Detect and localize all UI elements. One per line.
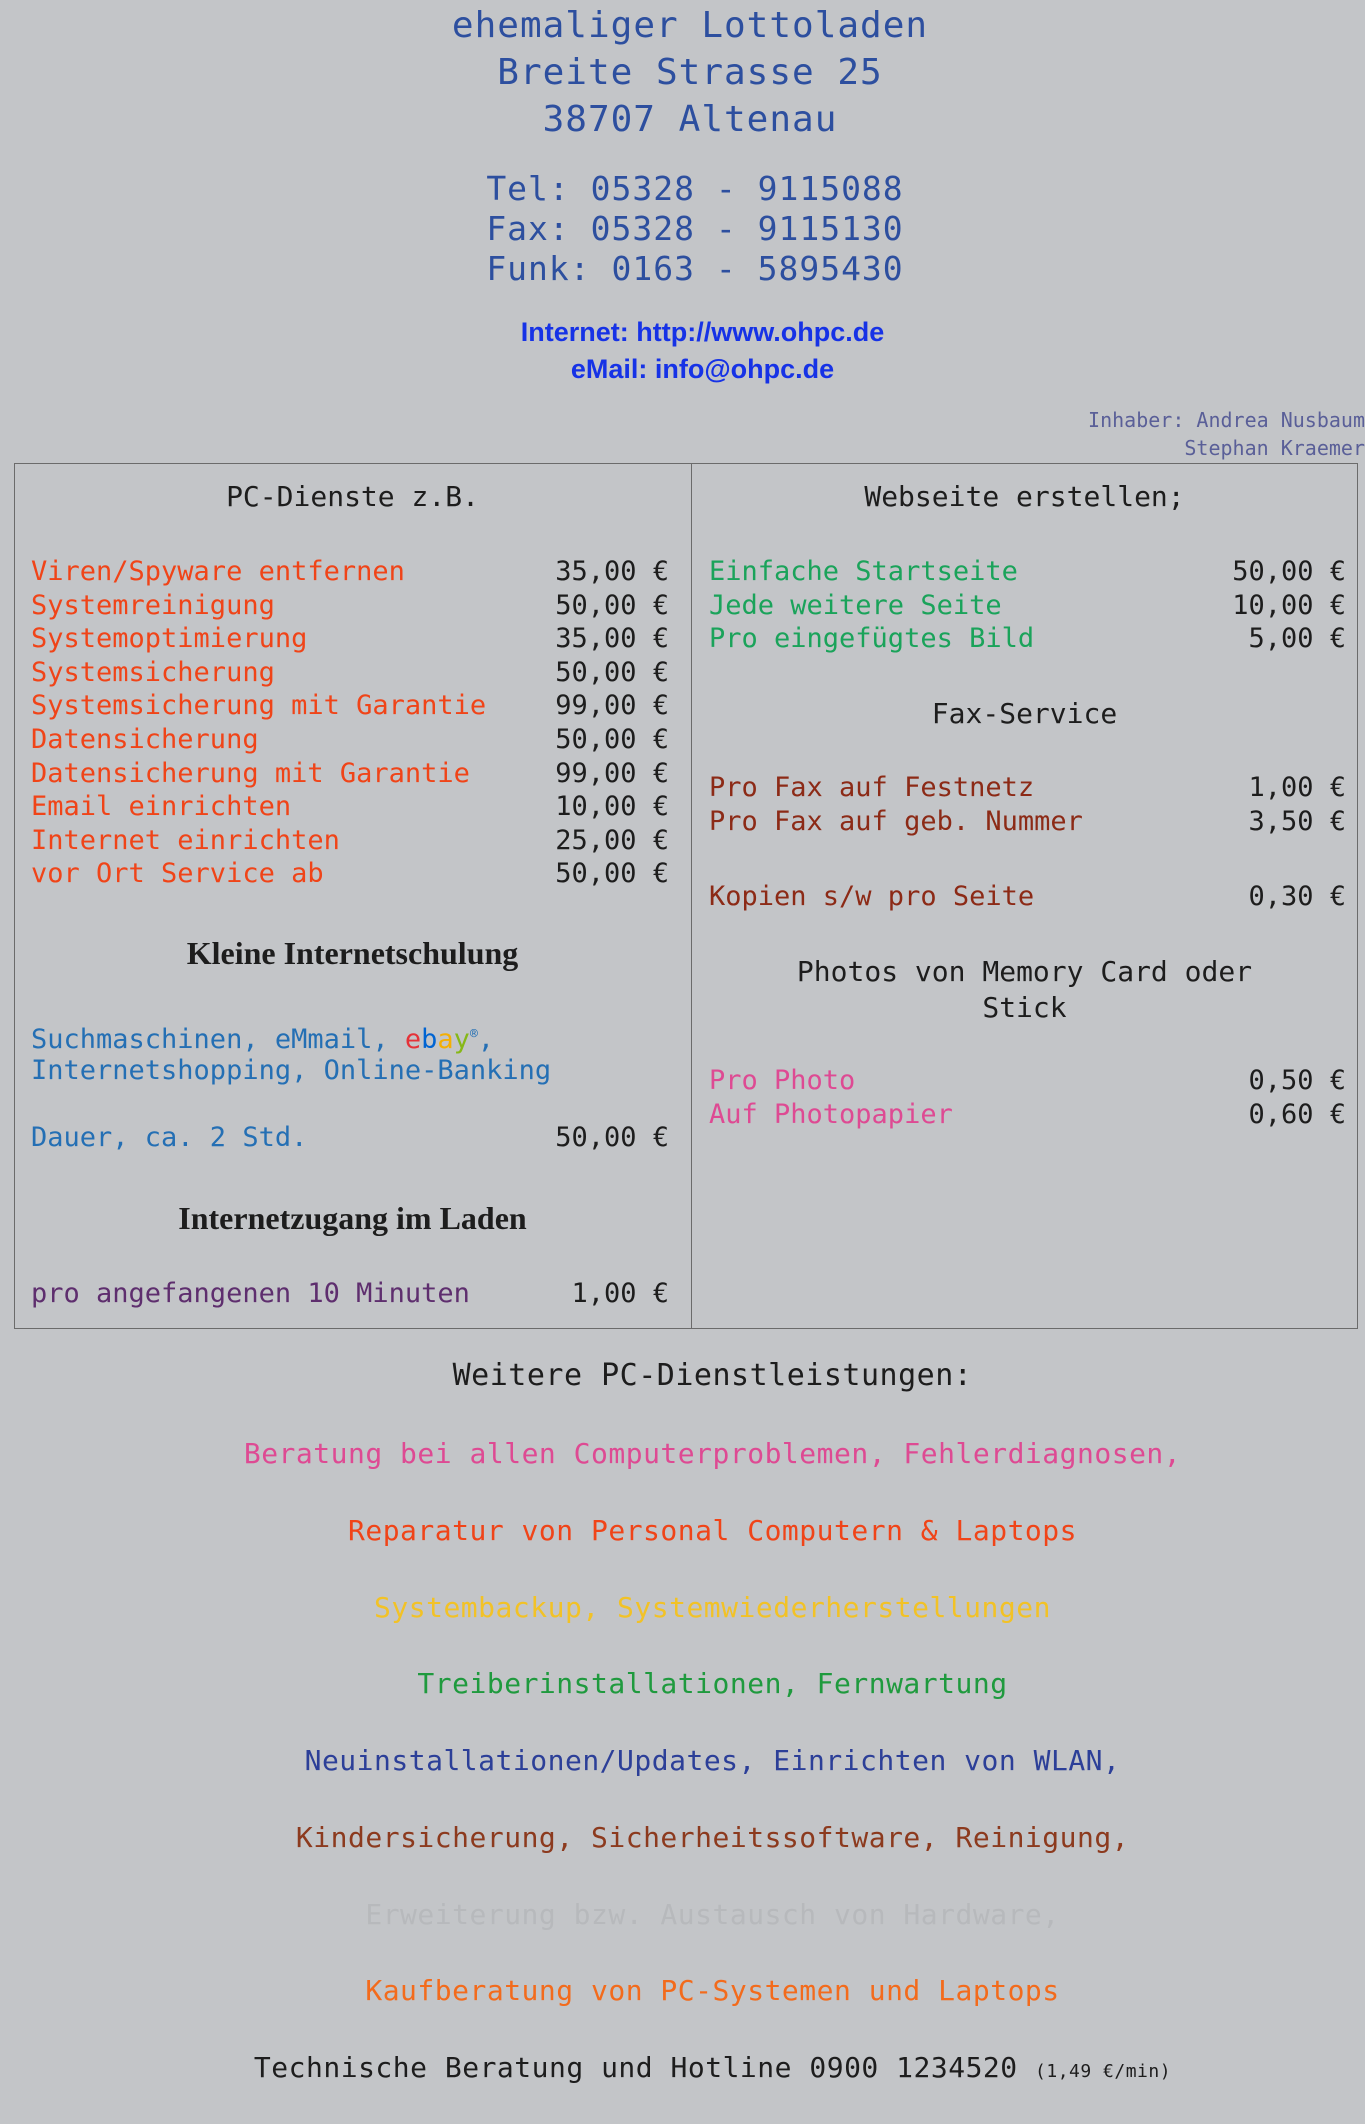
photo-item-name: Auf Photopapier <box>709 1098 953 1130</box>
photo-item-price: 0,50 € <box>1248 1065 1346 1096</box>
address-line: Breite Strasse 25 <box>497 52 883 93</box>
phone-line: Tel: 05328 - 9115088 <box>486 169 904 208</box>
access-rate-price: 1,00 € <box>571 1278 669 1309</box>
service-name: Datensicherung <box>31 724 259 755</box>
service-price: 25,00 € <box>555 824 669 856</box>
website-item-name: Jede weitere Seite <box>709 589 1002 621</box>
price-row <box>709 589 1346 623</box>
hotline-rate: (1,49 €/min) <box>1035 2061 1172 2082</box>
address-line: ehemaliger Lottoladen <box>451 5 929 46</box>
service-name: Email einrichten <box>31 791 292 823</box>
price-row <box>709 880 1346 914</box>
price-row <box>31 689 669 723</box>
service-line: Systembackup, Systemwiederherstellungen <box>374 1591 1051 1624</box>
price-row <box>31 555 669 589</box>
service-price: 50,00 € <box>555 589 669 621</box>
price-row <box>31 824 669 858</box>
price-row <box>709 622 1346 656</box>
service-name: Viren/Spyware entfernen <box>31 556 405 587</box>
service-line: Beratung bei allen Computerproblemen, Fehlerdiagnosen, <box>243 1437 1182 1470</box>
website-item-price: 10,00 € <box>1232 589 1346 621</box>
service-line: Treiberinstallationen, Fernwartung <box>417 1667 1008 1700</box>
service-name: Datensicherung mit Garantie <box>31 757 470 789</box>
price-row <box>709 771 1346 805</box>
hotline <box>0 2050 1365 2090</box>
website-link[interactable]: Internet: http://www.ohpc.de <box>520 317 885 347</box>
ebay-logo-e: e <box>404 1024 422 1055</box>
price-row <box>709 805 1346 839</box>
price-row <box>31 857 669 891</box>
price-row <box>31 1277 669 1311</box>
training-duration: Dauer, ca. 2 Std. <box>31 1122 308 1153</box>
service-price: 50,00 € <box>555 656 669 688</box>
price-row <box>31 622 669 656</box>
service-line: Reparatur von Personal Computern & Laptops <box>347 1514 1077 1547</box>
training-topics-comma: , <box>477 1024 495 1055</box>
fax-item-price: 1,00 € <box>1248 772 1346 803</box>
service-line: Kaufberatung von PC-Systemen und Laptops <box>365 1974 1060 2007</box>
price-row <box>709 1098 1346 1132</box>
ebay-logo-b: b <box>421 1024 438 1055</box>
service-name: Systemoptimierung <box>31 623 308 655</box>
training-price: 50,00 € <box>555 1122 669 1153</box>
service-price: 35,00 € <box>555 623 669 655</box>
fax-title: Fax-Service <box>931 697 1118 730</box>
service-name: Internet einrichten <box>31 824 340 856</box>
service-line: Neuinstallationen/Updates, Einrichten von WLAN, <box>304 1744 1121 1777</box>
fax-item-name: Pro Fax auf Festnetz <box>709 772 1035 803</box>
mobile-line: Funk: 0163 - 5895430 <box>486 249 904 288</box>
owner-line: Inhaber: Andrea Nusbaum <box>1088 408 1365 432</box>
training-topics-text: Suchmaschinen, eMmail, <box>31 1024 405 1055</box>
service-name: Systemreinigung <box>31 589 275 621</box>
price-row <box>31 1121 669 1155</box>
price-row <box>31 589 669 623</box>
training-topics-line1 <box>31 1017 494 1057</box>
website-title: Webseite erstellen; <box>864 480 1185 513</box>
fax-item-price: 3,50 € <box>1248 805 1346 837</box>
hotline-text: Technische Beratung und Hotline 0900 1234520 <box>253 2051 1018 2084</box>
service-name: Systemsicherung <box>31 656 275 688</box>
website-item-name: Einfache Startseite <box>709 556 1018 587</box>
service-line: Erweiterung bzw. Austausch von Hardware, <box>365 1898 1060 1931</box>
price-row <box>31 656 669 690</box>
access-rate-name: pro angefangenen 10 Minuten <box>31 1278 470 1309</box>
photos-title <box>691 954 1358 1026</box>
column-divider <box>691 463 692 1329</box>
website-item-price: 5,00 € <box>1248 623 1346 655</box>
photos-title-line: Photos von Memory Card oder <box>796 955 1253 988</box>
further-services-title: Weitere PC-Dienstleistungen: <box>452 1358 973 1393</box>
service-name: Systemsicherung mit Garantie <box>31 690 487 722</box>
internet-access-title: Internetzugang im Laden <box>178 1200 527 1236</box>
fax-item-name: Pro Fax auf geb. Nummer <box>709 805 1083 837</box>
pc-services-title: PC-Dienste z.B. <box>226 480 479 513</box>
service-price: 50,00 € <box>555 858 669 890</box>
training-topics-line2: Internetshopping, Online-Banking <box>31 1055 552 1086</box>
fax-line: Fax: 05328 - 9115130 <box>486 209 904 248</box>
service-line: Kindersicherung, Sicherheitssoftware, Reinigung, <box>295 1821 1130 1854</box>
service-price: 35,00 € <box>555 556 669 587</box>
website-item-price: 50,00 € <box>1232 556 1346 587</box>
photo-item-price: 0,60 € <box>1248 1098 1346 1130</box>
price-row <box>31 723 669 757</box>
photo-item-name: Pro Photo <box>709 1065 856 1096</box>
web-contact <box>0 314 1365 388</box>
owner-info <box>1088 406 1365 462</box>
service-price: 50,00 € <box>555 724 669 755</box>
service-name: vor Ort Service ab <box>31 858 324 890</box>
training-title: Kleine Internetschulung <box>186 935 519 971</box>
registered-mark: ® <box>469 1027 478 1042</box>
address-line: 38707 Altenau <box>542 99 838 140</box>
email-link[interactable]: eMail: info@ohpc.de <box>570 354 835 384</box>
price-row <box>709 555 1346 589</box>
copies-name: Kopien s/w pro Seite <box>709 881 1035 912</box>
service-price: 10,00 € <box>555 791 669 823</box>
service-price: 99,00 € <box>555 690 669 722</box>
website-item-name: Pro eingefügtes Bild <box>709 623 1035 655</box>
copies-price: 0,30 € <box>1248 881 1346 912</box>
service-price: 99,00 € <box>555 757 669 789</box>
contact-phones <box>0 169 1365 289</box>
ebay-logo-a: a <box>437 1024 454 1055</box>
price-row <box>31 757 669 791</box>
owner-line: Stephan Kraemer <box>1184 436 1365 460</box>
shop-address <box>0 2 1365 143</box>
price-row <box>31 790 669 824</box>
ebay-logo-y: y <box>453 1024 470 1055</box>
price-row <box>709 1064 1346 1098</box>
photos-title-line: Stick <box>982 991 1067 1024</box>
